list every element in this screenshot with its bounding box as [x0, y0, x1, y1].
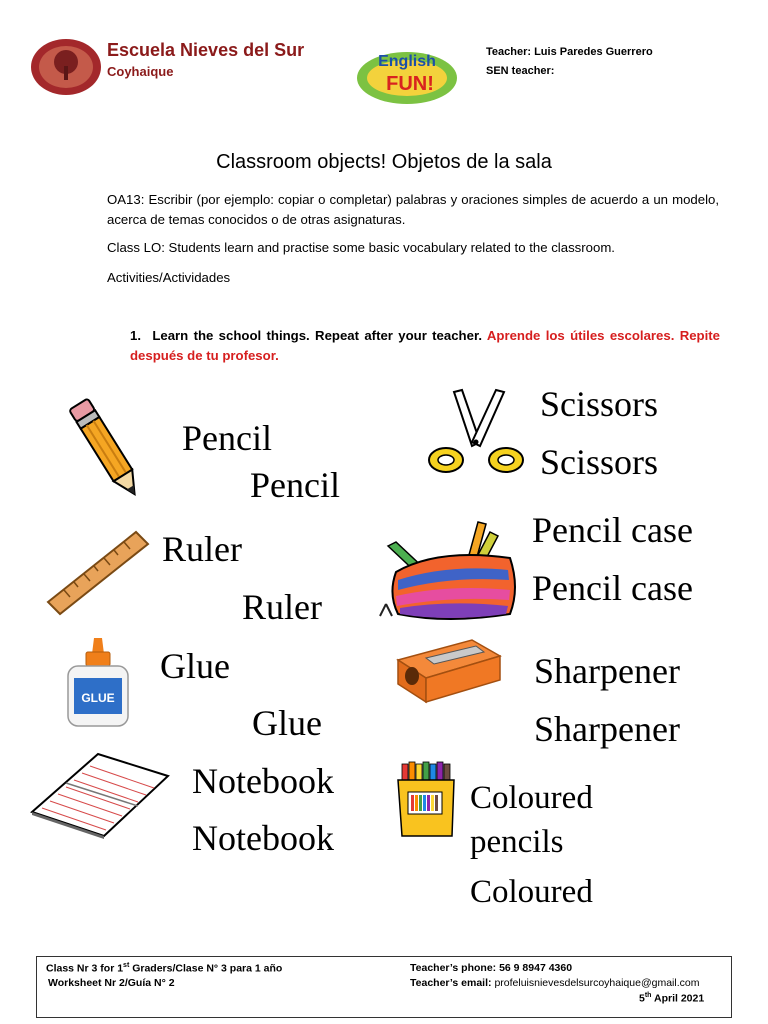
- word-pencil-2: Pencil: [250, 465, 340, 505]
- word-ruler-1: Ruler: [162, 529, 242, 569]
- word-scissors-1: Scissors: [540, 384, 659, 424]
- pencil-case-icon: [378, 518, 522, 626]
- english-is-fun-logo-fun: FUN!: [386, 73, 434, 95]
- worksheet-title: Classroom objects! Objetos de la sala: [216, 151, 552, 173]
- word-coloured: Coloured: [470, 780, 593, 816]
- footer-date-a: 5: [639, 992, 645, 1005]
- english-is-fun-logo-text: English: [378, 53, 436, 70]
- word-ruler-2: Ruler: [242, 587, 322, 627]
- footer-date-sup: th: [644, 992, 652, 999]
- oa13-objective: OA13: Escribir (por ejemplo: copiar o completar) palabras y oraciones simples de acuerdo a un modelo, acerca de temas conocidos o de otras asignaturas.: [107, 192, 719, 227]
- footer-date: [639, 992, 704, 1005]
- word-coloured-cut: [470, 872, 670, 910]
- school-logo: [30, 38, 102, 96]
- sharpener-icon: [394, 636, 504, 706]
- word-sharpener-1: Sharpener: [534, 651, 680, 691]
- english-is-fun-logo: [355, 40, 461, 108]
- glue-label: GLUE: [81, 691, 115, 705]
- ruler-icon: [44, 528, 152, 616]
- scissors-icon: [424, 388, 524, 478]
- task-number: 1.: [130, 328, 141, 343]
- word-pencil-case-2: Pencil case: [532, 568, 693, 608]
- task-english: Learn the school things. Repeat after your teacher.: [152, 328, 483, 343]
- school-name: Escuela Nieves del Sur: [107, 40, 305, 60]
- school-city: Coyhaique: [107, 64, 174, 79]
- word-coloured-cut-text: Coloured: [470, 874, 593, 910]
- word-notebook-2: Notebook: [192, 818, 334, 858]
- class-learning-objective: Class LO: Students learn and practise some basic vocabulary related to the classroom.: [107, 240, 615, 255]
- word-glue-2: Glue: [252, 703, 322, 743]
- footer-class-info: [46, 962, 282, 975]
- word-scissors-2: Scissors: [540, 442, 659, 482]
- footer-worksheet: Worksheet Nr 2/Guía N° 2: [48, 977, 175, 989]
- footer-phone: Teacher’s phone: 56 9 8947 4360: [410, 962, 573, 974]
- word-sharpener-2: Sharpener: [534, 709, 680, 749]
- footer-email-line: [410, 977, 699, 989]
- word-pencils: pencils: [470, 824, 564, 860]
- footer-class-b: Graders/Clase N° 3 para 1 año: [129, 962, 283, 975]
- footer-class-a: Class Nr 3 for 1: [46, 962, 124, 975]
- sen-teacher-label: SEN teacher:: [486, 65, 555, 77]
- teacher-name: Teacher: Luis Paredes Guerrero: [486, 46, 653, 58]
- word-notebook-1: Notebook: [192, 761, 334, 801]
- pencil-icon: [62, 392, 152, 508]
- notebook-icon: [28, 750, 172, 840]
- task-instruction: [130, 326, 720, 366]
- task-spanish: Aprende los útiles escolares. Repite después de tu profesor.: [130, 328, 720, 363]
- word-glue-1: Glue: [160, 646, 230, 686]
- activities-heading: Activities/Actividades: [107, 270, 231, 285]
- word-pencil-case-1: Pencil case: [532, 510, 693, 550]
- footer-class-sup: st: [123, 962, 130, 969]
- footer-email-label: Teacher’s email:: [410, 977, 492, 989]
- footer-email[interactable]: profeluisnievesdelsurcoyhaique@gmail.com: [494, 977, 700, 989]
- coloured-pencils-icon: [394, 758, 458, 838]
- glue-bottle-icon: [62, 636, 134, 728]
- word-pencil-1: Pencil: [182, 418, 272, 458]
- footer-date-b: April 2021: [651, 992, 705, 1005]
